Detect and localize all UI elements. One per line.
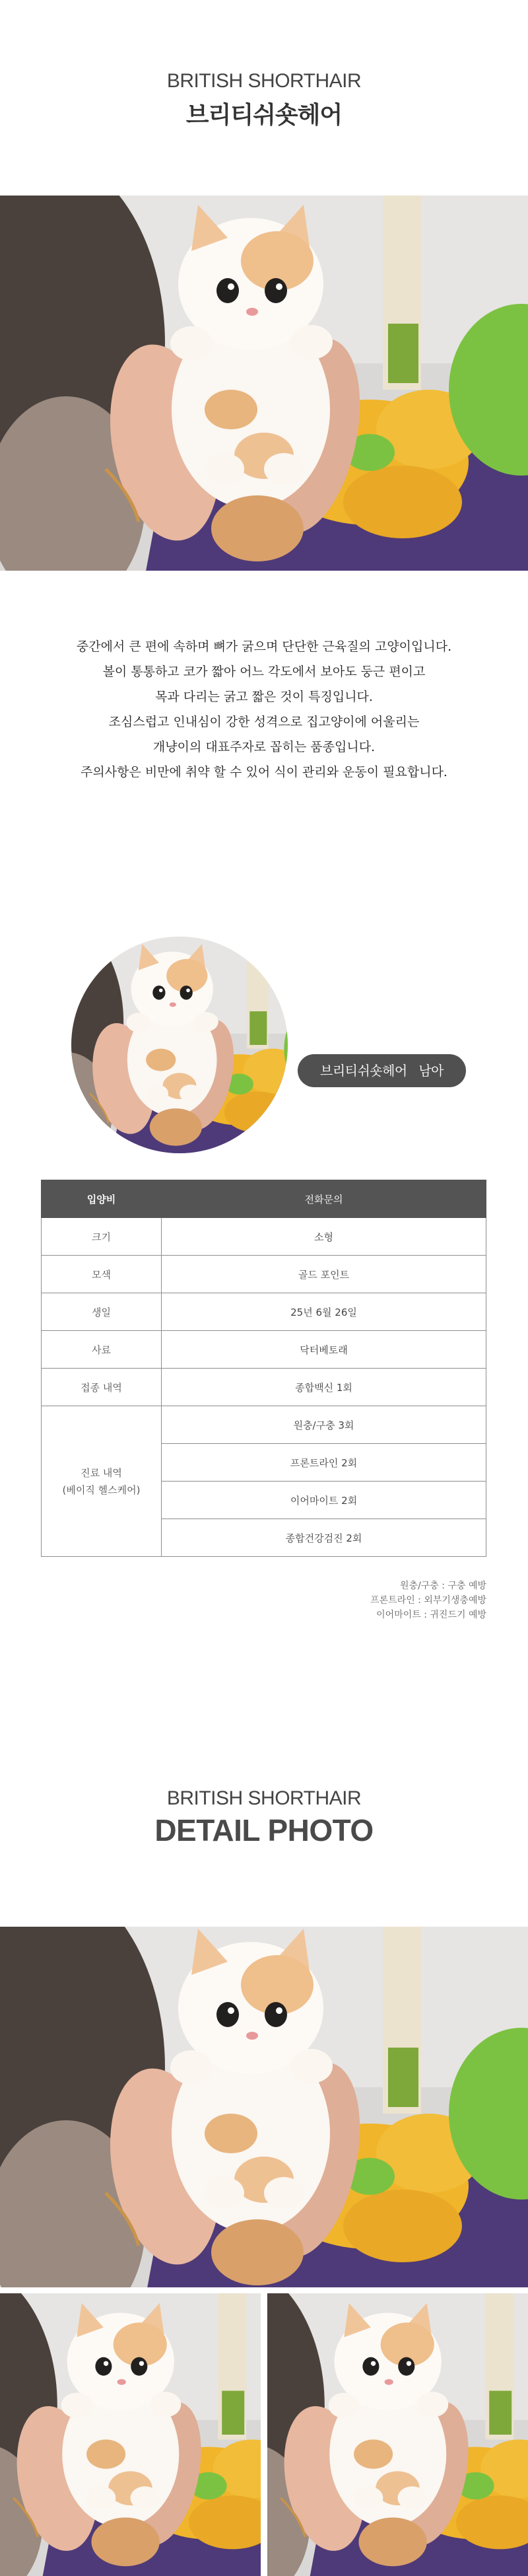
description-line: 주의사항은 비만에 취약 할 수 있어 식이 관리와 운동이 필요합니다. <box>81 765 447 779</box>
breed-title-en: BRITISH SHORTHAIR <box>166 70 362 92</box>
care-notes <box>370 1579 486 1622</box>
description-line: 목과 다리는 굵고 짧은 것이 특징입니다. <box>155 690 373 704</box>
detail-photo-left <box>0 2293 261 2576</box>
row-value: 소형 <box>162 1218 486 1256</box>
row-label: 사료 <box>42 1331 162 1369</box>
table-row <box>42 1218 486 1256</box>
detail-photo-large <box>0 1927 528 2287</box>
description-line: 조심스럽고 인내심이 강한 성격으로 집고양이에 어울리는 <box>108 715 420 729</box>
row-label: 크기 <box>42 1218 162 1256</box>
kitten-photo-icon <box>71 937 288 1153</box>
table-row <box>42 1256 486 1293</box>
kitten-photo-icon <box>0 196 528 571</box>
row-value: 종합백신 1회 <box>162 1369 486 1406</box>
care-label-line: 진료 내역 <box>81 1466 122 1479</box>
note-line: 원충/구충 : 구충 예방 <box>400 1581 486 1591</box>
care-label-line: (베이직 헬스케어) <box>62 1484 141 1496</box>
row-value: 25년 6월 26일 <box>162 1293 486 1331</box>
kitten-photo-icon <box>0 2293 261 2576</box>
care-value: 원충/구충 3회 <box>162 1406 486 1444</box>
description-line: 볼이 통통하고 코가 짧아 어느 각도에서 보아도 둥근 편이고 <box>102 664 426 679</box>
care-value: 프론트라인 2회 <box>162 1444 486 1482</box>
info-table <box>41 1180 486 1557</box>
row-value: 닥터베토래 <box>162 1331 486 1369</box>
note-line: 이어마이트 : 귀진드기 예방 <box>376 1610 486 1620</box>
table-row <box>42 1293 486 1331</box>
table-header-row <box>42 1180 486 1218</box>
adoption-fee-label: 입양비 <box>42 1180 162 1218</box>
kitten-photo-icon <box>267 2293 528 2576</box>
row-label: 접종 내역 <box>42 1369 162 1406</box>
care-value: 이어마이트 2회 <box>162 1482 486 1519</box>
row-value: 골드 포인트 <box>162 1256 486 1293</box>
table-row <box>42 1406 486 1444</box>
adoption-fee-value: 전화문의 <box>162 1180 486 1218</box>
row-label: 생일 <box>42 1293 162 1331</box>
detail-photo-right <box>267 2293 528 2576</box>
care-value: 종합건강검진 2회 <box>162 1519 486 1557</box>
breed-description <box>0 634 528 785</box>
detail-title: DETAIL PHOTO <box>154 1813 374 1847</box>
row-label: 모색 <box>42 1256 162 1293</box>
breed-title-ko: 브리티쉬숏헤어 <box>185 102 343 129</box>
kitten-hero-photo <box>0 196 528 571</box>
description-line: 개냥이의 대표주자로 꼽히는 품종입니다. <box>152 740 376 754</box>
breed-gender-tag: 브리티쉬숏헤어 남아 <box>298 1054 466 1087</box>
kitten-profile-photo <box>71 937 288 1153</box>
note-line: 프론트라인 : 외부기생충예방 <box>370 1595 486 1606</box>
detail-title-en: BRITISH SHORTHAIR <box>166 1787 362 1809</box>
kitten-photo-icon <box>0 1927 528 2287</box>
care-history-label <box>42 1406 162 1557</box>
table-row <box>42 1369 486 1406</box>
detail-header <box>0 1787 528 1848</box>
description-line: 중간에서 큰 편에 속하며 뼈가 굵으며 단단한 근육질의 고양이입니다. <box>76 639 452 654</box>
table-row <box>42 1331 486 1369</box>
intro-header <box>0 70 528 130</box>
